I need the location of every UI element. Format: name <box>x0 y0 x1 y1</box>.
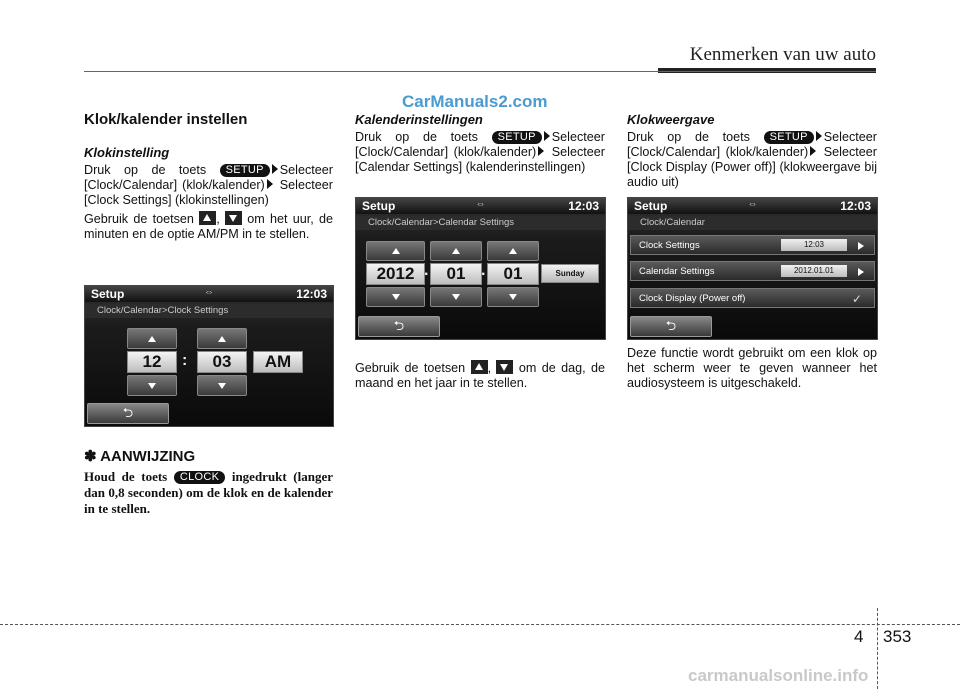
row-value: 2012.01.01 <box>781 265 847 277</box>
note-title: ✽ AANWIJZING <box>84 448 196 465</box>
arrow-right-icon <box>272 164 278 174</box>
hour-down-button[interactable] <box>127 375 177 396</box>
screen-title: Setup <box>91 287 125 301</box>
day-up-button[interactable] <box>487 241 539 261</box>
column-clock-settings <box>84 112 333 245</box>
screen-time: 12:03 <box>296 287 327 301</box>
setup-button-icon: SETUP <box>220 164 270 177</box>
year-value: 2012 <box>366 263 425 285</box>
arrow-right-icon <box>538 146 544 156</box>
calendar-setting-instructions <box>355 130 605 175</box>
text: Houd de toets <box>84 469 168 484</box>
day-value: 01 <box>487 263 539 285</box>
arrow-right-icon <box>816 131 822 141</box>
screen-breadcrumb: Clock/Calendar <box>628 216 877 230</box>
row-label: Clock Settings <box>639 240 700 251</box>
clock-settings-row[interactable] <box>630 235 875 255</box>
arrow-right-icon <box>858 268 864 276</box>
month-down-button[interactable] <box>430 287 482 307</box>
text: om het uur, de minuten en de optie AM/PM in te stellen. <box>84 212 334 241</box>
up-button-icon <box>471 360 488 374</box>
time-separator: : <box>182 352 188 369</box>
minute-value: 03 <box>197 351 247 373</box>
date-separator: . <box>481 262 486 279</box>
hour-value: 12 <box>127 351 177 373</box>
usb-icon: ⇔ <box>204 287 215 298</box>
date-separator: . <box>424 262 429 279</box>
year-up-button[interactable] <box>366 241 425 261</box>
clock-button-icon: CLOCK <box>174 471 225 484</box>
back-button[interactable]: ⮌ <box>358 316 440 337</box>
watermark-top: CarManuals2.com <box>402 92 548 111</box>
hour-up-button[interactable] <box>127 328 177 349</box>
back-button[interactable]: ⮌ <box>87 403 169 424</box>
clock-display-heading: Klokweergave <box>627 112 715 127</box>
checkmark-icon: ✓ <box>851 292 862 306</box>
weekday-value: Sunday <box>541 264 599 283</box>
arrow-right-icon <box>267 179 273 189</box>
row-label: Clock Display (Power off) <box>639 293 746 304</box>
text: om de dag, de maand en het jaar in te stellen. <box>355 361 606 390</box>
note-box <box>84 449 333 520</box>
screen-time: 12:03 <box>568 199 599 213</box>
note-text <box>84 469 333 517</box>
footer-rule <box>0 624 960 625</box>
down-button-icon <box>496 360 513 374</box>
row-value: 12:03 <box>781 239 847 251</box>
text: Selecteer [Clock/Calendar] (klok/kalender) <box>84 163 333 192</box>
minute-down-button[interactable] <box>197 375 247 396</box>
column-calendar-settings <box>355 112 605 178</box>
screen-breadcrumb: Clock/Calendar>Calendar Settings <box>356 216 605 230</box>
text: Selecteer [Clock/Calendar] (klok/kalender) <box>627 130 877 159</box>
screen-status-bar <box>356 198 605 214</box>
screen-clock-calendar <box>627 197 878 340</box>
calendar-setting-heading: Kalenderinstellingen <box>355 112 483 127</box>
setup-button-icon: SETUP <box>492 131 542 144</box>
arrow-right-icon <box>544 131 550 141</box>
watermark-bottom: carmanualsonline.info <box>688 666 869 685</box>
text: , <box>216 212 220 226</box>
clock-setting-usage <box>84 211 333 242</box>
back-button[interactable]: ⮌ <box>630 316 712 337</box>
screen-calendar-settings <box>355 197 606 340</box>
screen-status-bar <box>85 286 333 302</box>
setup-button-icon: SETUP <box>764 131 814 144</box>
calendar-settings-row[interactable] <box>630 261 875 281</box>
text: Druk op de toets <box>84 163 207 177</box>
page-number: 353 <box>883 627 912 646</box>
calendar-setting-usage <box>355 360 605 391</box>
ampm-value[interactable]: AM <box>253 351 303 373</box>
text: Selecteer [Calendar Settings] (kalenderinstellingen) <box>355 145 605 174</box>
day-down-button[interactable] <box>487 287 539 307</box>
month-up-button[interactable] <box>430 241 482 261</box>
column-clock-display <box>627 112 877 193</box>
clock-setting-heading: Klokinstelling <box>84 145 170 160</box>
minute-up-button[interactable] <box>197 328 247 349</box>
screen-status-bar <box>628 198 877 214</box>
text: Selecteer [Clock Display (Power off)] (klokweergave bij audio uit) <box>627 145 877 189</box>
screen-time: 12:03 <box>840 199 871 213</box>
section-title: Klok/kalender instellen <box>84 111 248 128</box>
text: Druk op de toets <box>627 130 750 144</box>
screen-title: Setup <box>634 199 668 213</box>
row-label: Calendar Settings <box>639 266 715 277</box>
text: Gebruik de toetsen <box>355 361 466 375</box>
footer-divider <box>877 608 878 689</box>
text: Selecteer [Clock/Calendar] (klok/kalender) <box>355 130 605 159</box>
text: , <box>487 361 492 375</box>
usb-icon: ⇔ <box>747 199 758 210</box>
year-down-button[interactable] <box>366 287 425 307</box>
clock-display-usage: Deze functie wordt gebruikt om een klok op het scherm weer te geven wanneer het audiosysteem is uitgeschakeld. <box>627 346 877 390</box>
up-button-icon <box>199 211 216 225</box>
down-button-icon <box>225 211 242 225</box>
clock-display-instructions <box>627 130 877 190</box>
header-title: Kenmerken van uw auto <box>689 44 876 65</box>
calendar-usage <box>355 360 605 394</box>
clock-setting-instructions <box>84 163 333 208</box>
header-rule <box>84 71 876 72</box>
screen-breadcrumb: Clock/Calendar>Clock Settings <box>85 304 333 318</box>
screen-clock-settings <box>84 285 334 427</box>
text: Selecteer [Clock Settings] (klokinstellingen) <box>84 178 333 207</box>
clock-display-row[interactable] <box>630 288 875 308</box>
text: ingedrukt (langer dan 0,8 seconden) om de klok en de kalender in te stellen. <box>84 469 334 516</box>
arrow-right-icon <box>858 242 864 250</box>
clock-display-description <box>627 346 877 394</box>
month-value: 01 <box>430 263 482 285</box>
screen-title: Setup <box>362 199 396 213</box>
arrow-right-icon <box>810 146 816 156</box>
usb-icon: ⇔ <box>475 199 486 210</box>
text: Gebruik de toetsen <box>84 212 194 226</box>
text: Druk op de toets <box>355 130 478 144</box>
chapter-number: 4 <box>854 627 864 646</box>
